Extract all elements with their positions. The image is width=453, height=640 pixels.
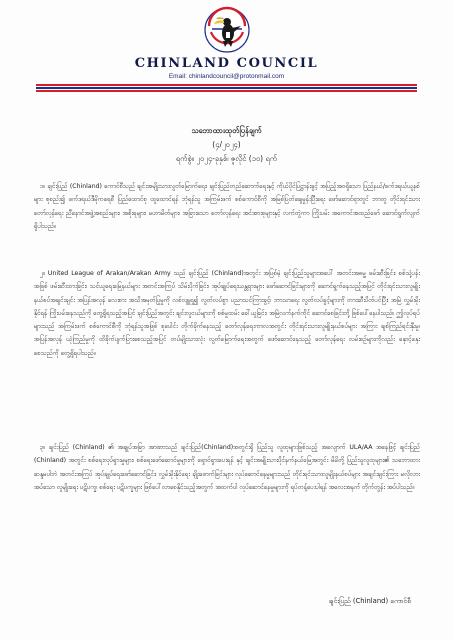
chinland-hornbill-emblem-icon bbox=[203, 6, 251, 54]
statement-number: (၄/၂၀၂၄) bbox=[212, 140, 241, 149]
organization-email: Email: chinlandcouncil@protonmail.com bbox=[168, 73, 285, 80]
paragraph-2: ၂။ United League of Arakan/Arakan Army သည် ချင်းပြည် (Chinland)အတွင်း အပြစ်မဲ့ ချင်းပြည်သူများအပေါ် အတင်းအဓမ္မ ဖမ်းဆီးခြင်း၊ စစ်သုံ့ပန်းအဖြစ် ဖမ်းဆီးထားခြင်း၊ သင်ယူရေးမြေနယ်များ အတင်းအကြပ် သိမ်းပိုက်ခြင်း၊ အုပ်ချုပ်ရေးယန္တရားများ ဖော်ဆောင်ခြင်းများကို ဆောင်ရွက်နေသည့်အပြင် တိုင်းရင်းသားလူမျိုးနယ်စပ်အချင်းချင်း အပြန်အလှန် လေးစား အသိအမှတ်ပြုမှုကို လစ်လျူရှု၍ လွတ်လပ်စွာ ပညာသင်ကြားခွင့်၊ ဘာသာရေး လွတ်လပ်ခွင့်များကို တားဆီးပိတ်ပင်ပြီး၊ အမြဲ လွှမ်းမိုးနိုင်ရန် ကြိုးပမ်းနေသည်ကို တွေ့ရှိရသည့်အပြင် ချင်းပြည်အတွင်း ချင်းလူငယ်များကို စစ်မှုထမ်း ခေါ်ယူခြင်း၊ အမြဲလက်နက်ကိုင် ဆောင်စေခြင်းတို့ ဖြစ်ပေါ်နေပါသည်။ ဤလုပ်ရပ်များသည် အကြမ်းဖက် စစ်ကောင်စီကို ဘုံရန်သူအဖြစ် စုပေါင်း တိုက်ခိုက်နေသည့် တော်လှန်ရေးကာလအတွင်း တိုင်းရင်းသားလူမျိုးနယ်စပ်များ အကြား ချစ်ကြည်ရင်းနှီးမှု၊ အပြန်အလှန် ယုံကြည်မှုကို ထိခိုက်ပျက်ပြားစေသည့်အပြင် တပ်မျိုးသားလုံး လွတ်မြောက်ရေးအတွက် ဖော်ဆောင်နေသည့် တော်လှန်ရေး လမ်းစဉ်များကိုလည်း နှောင့်နှေးစေသည်ကို တွေ့ရှိရပါသည်။ bbox=[34, 270, 420, 357]
signature-block: ချင်းပြည် (Chinland) ကောင်စီ bbox=[328, 597, 411, 605]
letterhead-stripe-blue bbox=[36, 87, 417, 89]
letterhead-stripe-red-bottom bbox=[36, 90, 417, 92]
paragraph-3: ၃။ ချင်းပြည် (Chinland) ၏ အချုပ်အခြာ အာဏာသည် ချင်းပြည်(Chinland)အတွင်းရှိ ပြည်သူ လူထုများဖြစ်သည့် အလျောက် ULA/AA အနေဖြင့် ချင်းပြည် (Chinland) အတွင်း စစ်ရေးလုပ်ရှားမှုများ၊ စစ်ရေးဖော်ဆောင်မှုများကို ရှောင်ရှားပေးရန် နှင့် ချင်းအမျိုးသားပိုင်နက်နယ်မြေအတွင်း မိမိတို့ ပြည်သူလူထုများ၏ သဘောထား ဆန္ဒမပါဘဲ အတင်းအကြပ် အုပ်ချုပ်ရေးဖော်ဆောင်ခြင်း၊ လွှမ်းမိုးနိုင်ရေး ချိုးဖောက်ခြင်းများ လုပ်ဆောင်နေမှုများသည် တိုင်းရင်းသားလူမျိုးနယ်စပ်များ အချင်းချင်းကြား မလိုလားအပ်သော လူမျိုးရေး ပဋိပက္ခ၊ စစ်ရေး ပဋိပက္ခများ ဖြစ်ပေါ်လာစေနိုင်သည့်အတွက် အထက်ပါ လုပ်ဆောင်နေမှုများကို ရပ်တန့်ပေးပါရန် အလေးအနက် တိုက်တွန်း အပ်ပါသည်။ bbox=[34, 444, 420, 491]
paragraph-1: ၁။ ချင်းပြည် (Chinland) ကောင်စီသည် ချင်းအမျိုးသားလွတ်မြောက်ရေး၊ ချင်းပြည်တည်ဆောက်ရေးနှင့် ကိုယ်ပိုင်ပြဋ္ဌာန်းခွင့် အပြည့်အဝရှိသော ပြည်နယ်/ဖက်ဒရယ်ယူနစ်များ စုစည်း၍ ဖက်ဒရယ်ဒီမိုကရေစီ ပြည်ထောင်စု ထူထောင်ရန် ဘုံရန်သူ အကြမ်းဖက် စစ်ကောင်စီကို အမြစ်ပြတ်ချေမှုန်းပြီးရေး ဖော်ဆောင်ရာတွင် ဘာတူ တိုင်းရင်းသား တော်လှန်ရေး ညီနောင်အဖွဲ့အစည်းများ၊ အစိုးရများ၊ မဟာမိတ်များ၊ အခြားသော တော်လှန်ရေး အင်အားစုများနှင့် လက်တွဲကာ ကြိုးပမ်း အကောင်အထည်ဖော် ဆောင်ရွက်လျက် ရှိပါသည်။ bbox=[34, 183, 420, 230]
statement-title: သဘောထားထုတ်ပြန်ချက် bbox=[191, 126, 262, 135]
letterhead-stripe-red-top bbox=[36, 84, 417, 86]
statement-date: ရက်စွဲ။ ၂၀၂၄-ခုနှစ်၊ ဇူလိုင် (၁၀) ရက် bbox=[175, 154, 278, 163]
organization-name: CHINLAND COUNCIL bbox=[134, 56, 319, 71]
